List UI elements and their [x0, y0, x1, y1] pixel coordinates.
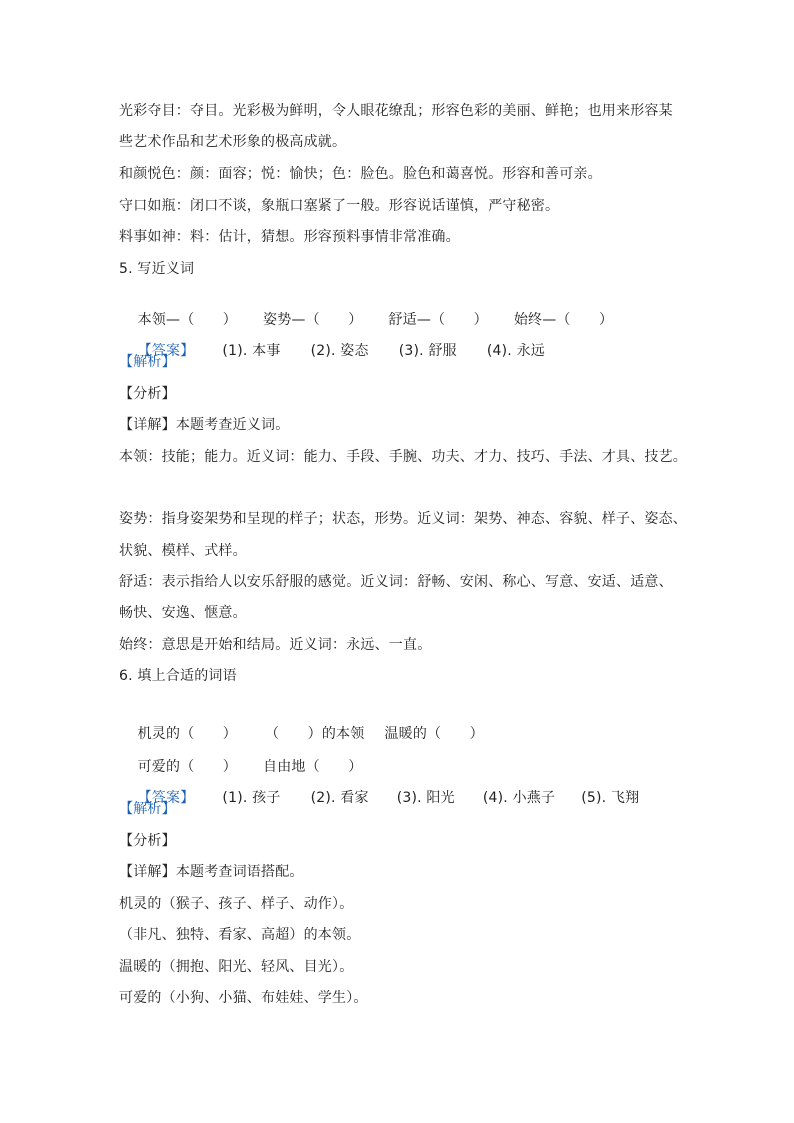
q5-zishi-line-2: 状貌、模样、式样。	[119, 543, 247, 559]
q6-answer: (4). 小燕子	[482, 790, 556, 806]
q6-answer: (1). 孩子	[222, 790, 281, 806]
detail-text: 本题考查近义词。	[175, 417, 290, 433]
q5-answer: (4). 永远	[486, 343, 545, 359]
q6-item: （ ）的本领	[265, 726, 365, 742]
idiom-shoukou-line: 守口如瓶：闭口不谈，象瓶口塞紧了一般。形容说话谨慎，严守秘密。	[119, 198, 560, 214]
q6-wennuan-line: 温暖的（拥抱、阳光、轻风、目光）。	[119, 959, 354, 975]
question-5-fenxi: 【分析】	[119, 386, 176, 402]
question-5-jiexi: 【解析】	[119, 354, 176, 370]
q5-zishi-line-1: 姿势：指身姿架势和呈现的样子；状态，形势。近义词：架势、神态、容貌、样子、姿态、	[119, 511, 687, 527]
q5-item: 本领—（ ）	[137, 312, 238, 328]
detail-tag: 【详解】	[119, 417, 176, 433]
q5-shizhong-line: 始终：意思是开始和结局。近义词：永远、一直。	[119, 637, 432, 653]
answer-tag: 【答案】	[137, 790, 195, 806]
answer-tag: 【答案】	[137, 343, 195, 359]
q6-keai-line: 可爱的（小狗、小猫、布娃娃、学生）。	[119, 990, 368, 1006]
detail-text: 本题考查词语搭配。	[175, 864, 304, 880]
q5-item: 舒适—（ ）	[388, 312, 488, 328]
q5-item: 姿势—（ ）	[263, 312, 363, 328]
question-6-title: 6. 填上合适的词语	[119, 668, 237, 684]
q5-answer: (3). 舒服	[398, 343, 457, 359]
q6-answer: (5). 飞翔	[581, 790, 640, 806]
idiom-guangcai-line-1: 光彩夺目：夺目。光彩极为鲜明，令人眼花缭乱；形容色彩的美丽、鲜艳；也用来形容某	[119, 103, 673, 119]
q5-benling-line: 本领：技能；能力。近义词：能力、手段、手腕、功夫、才力、技巧、手法、才具、技艺。	[119, 449, 687, 465]
q6-jiling-line: 机灵的（猴子、孩子、样子、动作）。	[119, 896, 354, 912]
q5-item: 始终—（ ）	[513, 312, 614, 328]
question-6-answer	[119, 768, 639, 828]
q5-answer: (2). 姿态	[310, 343, 369, 359]
q6-answer: (3). 阳光	[396, 790, 455, 806]
question-6-fenxi: 【分析】	[119, 833, 176, 849]
question-5-detail	[119, 415, 289, 435]
detail-tag: 【详解】	[119, 864, 176, 880]
question-5-title: 5. 写近义词	[119, 261, 195, 277]
q6-item: 温暖的（ ）	[384, 726, 484, 742]
question-6-detail	[119, 862, 304, 882]
q6-benling-line: （非凡、独特、看家、高超）的本领。	[119, 927, 361, 943]
q5-shushi-line-1: 舒适：表示指给人以安乐舒服的感觉。近义词：舒畅、安闲、称心、写意、安适、适意、	[119, 574, 673, 590]
q6-item: 机灵的（ ）	[137, 726, 238, 742]
q5-shushi-line-2: 畅快、安逸、惬意。	[119, 605, 247, 621]
q5-answer: (1). 本事	[222, 343, 281, 359]
idiom-liaoshi-line: 料事如神：料：估计，猜想。形容预料事情非常准确。	[119, 229, 460, 245]
q6-item: 可爱的（ ）	[137, 759, 238, 775]
idiom-guangcai-line-2: 些艺术作品和艺术形象的极高成就。	[119, 134, 347, 150]
question-5-answer	[119, 321, 545, 381]
question-6-jiexi: 【解析】	[119, 801, 176, 817]
q6-answer: (2). 看家	[310, 790, 369, 806]
idiom-heyan-line: 和颜悦色：颜：面容；悦：愉快；色：脸色。脸色和蔼喜悦。形容和善可亲。	[119, 166, 602, 182]
q6-item: 自由地（ ）	[263, 759, 363, 775]
